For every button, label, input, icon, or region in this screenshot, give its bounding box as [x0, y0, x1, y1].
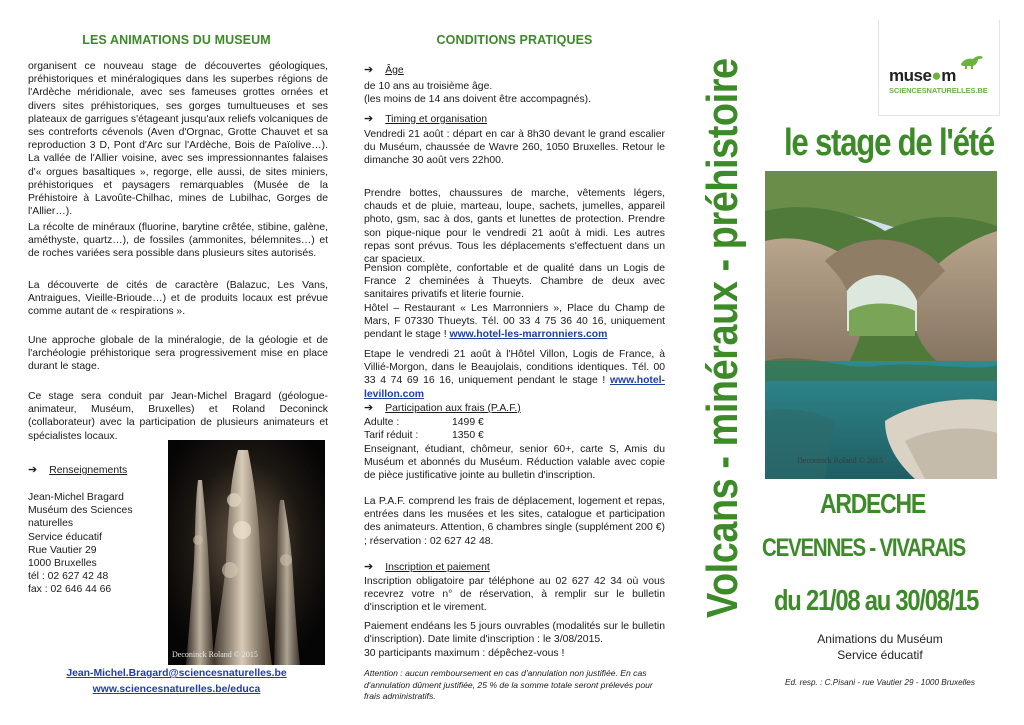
- logo-dot: ●: [931, 66, 942, 85]
- inscription-label: Inscription et paiement: [385, 562, 490, 573]
- payment-text: Paiement endéans les 5 jours ouvrables (modalités sur le bulletin d'inscription). Date limite d'inscription : le 3/08/2015.: [364, 621, 665, 646]
- vertical-title-band: [693, 0, 753, 725]
- landscape-illustration: [765, 171, 997, 479]
- cave-photo: [168, 440, 325, 665]
- landscape-photo-credit: Deconinck Roland © 2015: [797, 456, 883, 465]
- pension-text: Pension complète, confortable et de qualité dans un Logis de France 2 cheminées à Thueyts. Chambre de deux avec sanitaires privatifs et literie fournie.: [364, 263, 665, 301]
- service-line: Service éducatif: [837, 648, 923, 662]
- contact-line: Jean-Michel Bragard: [28, 492, 124, 503]
- inscription-line: [364, 561, 490, 574]
- age-line: [364, 64, 404, 77]
- email-link[interactable]: Jean-Michel.Bragard@sciencesnaturelles.be: [66, 668, 287, 679]
- renseignements-line: [28, 464, 127, 477]
- editor-responsible: Ed. resp. : C.Pisani - rue Vautier 29 - 1000 Bruxelles: [785, 678, 975, 687]
- contact-block: [28, 491, 168, 597]
- intro-paragraph: organisent ce nouveau stage de découvertes géologiques, préhistoriques et minéralogiques dans les superbes régions de l'Ardèche méridionale, avec ses fameuses grottes ornées et divers sites préhistoriques, ses gorges tumultueuses et ses plateaux de garrigues s'étageant jusqu'aux reliefs volcaniques de ses contreforts cévenols (Aven d'Orgnac, Grotte Chauvet et sa reproduction 3 D, Pont d'Arc sur l'Ardèche, Bois de Païolive…). La vallée de l'Allier voisine, avec ses impressionnantes falaises d'« orgues basaltiques », regorge, elle aussi, de sites miniers, préhistoriques et paysagers remarquables (Musée de la Préhistoire à Lavoûte-Chilhac, mines de Lubilhac, Gorges de l'Allier…).: [28, 61, 328, 218]
- cities-paragraph: La découverte de cités de caractère (Balazuc, Les Vans, Antraigues, Vieille-Brioude…) et de produits locaux est prévue comme autant de « respirations ».: [28, 280, 328, 318]
- organizer-line: Animations du Muséum: [817, 632, 943, 646]
- age-text: (les moins de 14 ans doivent être accompagnés).: [364, 94, 591, 105]
- stage-title: le stage de l'été: [784, 122, 994, 164]
- approach-paragraph: Une approche globale de la minéralogie, de la géologie et de l'archéologie préhistorique sera progressivement mise en place durant le stage.: [28, 335, 328, 373]
- age-label: Âge: [385, 65, 404, 76]
- contact-line: fax : 02 646 44 66: [28, 584, 112, 596]
- hotel1-description: Hôtel – Restaurant « Les Marronniers », Place du Champ de Mars, F 07330 Thueyts. Tél. 00 33 4 75 36 40 16, uniquement pendant le stage !: [364, 303, 665, 341]
- adult-label: Adulte :: [364, 417, 400, 428]
- contact-line: Service éducatif: [28, 531, 102, 543]
- contact-line: 1000 Bruxelles: [28, 558, 97, 570]
- attention-note: Attention : aucun remboursement en cas d'annulation non justifiée. En cas d'annulation dûment justifiée, 25 % de la somme totale seront prélevés pour frais administratifs.: [364, 668, 653, 701]
- renseignements-label: Renseignements: [49, 465, 128, 476]
- website-link[interactable]: www.sciencesnaturelles.be/educa: [92, 684, 261, 695]
- reduced-text: Enseignant, étudiant, chômeur, senior 60+, carte S, Amis du Muséum et abonnés du Muséum. Réduction valable avec copie de pièce justificative jointe au bulletin d'inscription.: [364, 444, 665, 482]
- contact-line: Rue Vautier 29: [28, 544, 97, 556]
- arrow-right-icon: ➔: [364, 64, 374, 76]
- dinosaur-logo-icon: [959, 54, 985, 70]
- bring-text: Prendre bottes, chaussures de marche, vêtements légers, chauds et de pluie, marteau, loupe, sachets, jumelles, appareil photo, gsm, sac à dos, gants et lunettes de protection. Prendre son pique-nique pour le vendredi 21 août à midi. Les autres repas sont prévus. Tous les déplacements s'effectuent dans un car spacieux.: [364, 188, 665, 266]
- cave-photo-credit: Deconinck Roland © 2015: [172, 650, 258, 659]
- logo-word-b: m: [941, 66, 956, 85]
- vertical-title: Volcans - minéraux - préhistoire: [698, 58, 747, 618]
- hotel2-description: Etape le vendredi 21 août à l'Hôtel Villon, Logis de France, à Villié-Morgon, dans le Beaujolais, conditions identiques. Tél. 00 33 4 74 69 16 16, uniquement pendant le stage !: [364, 349, 665, 387]
- logo-subtitle: SCIENCESNATURELLES.BE: [889, 86, 988, 95]
- hotel2-link[interactable]: www.hotel-levillon.com: [364, 375, 665, 400]
- cave-illustration: [168, 440, 325, 665]
- logo-wordmark: [889, 66, 956, 86]
- conditions-heading: CONDITIONS PRATIQUES: [436, 33, 593, 47]
- arrow-right-icon: ➔: [364, 561, 374, 573]
- adult-price: 1499 €: [452, 417, 484, 428]
- paf-label: Participation aux frais (P.A.F.): [385, 403, 521, 414]
- timing-label: Timing et organisation: [385, 114, 488, 125]
- contact-line: tél : 02 627 42 48: [28, 571, 109, 583]
- timing-text: Vendredi 21 août : départ en car à 8h30 devant le grand escalier du Muséum, chaussée de Wavre 260, 1050 Bruxelles. Retour le dimanche 30 août vers 22h00.: [364, 129, 665, 167]
- museum-logo: [878, 20, 1000, 116]
- region-cevennes: CEVENNES - VIVARAIS: [762, 534, 965, 562]
- leaders-paragraph: Ce stage sera conduit par Jean-Michel Bragard (géologue-animateur, Muséum, Bruxelles) et Roland Deconinck (collaborateur) avec la participation de plusieurs animateurs et spécialistes locaux.: [28, 391, 328, 442]
- inscription-text: Inscription obligatoire par téléphone au 02 627 42 34 où vous recevrez votre n° de réservation, à remplir sur le bulletin d'inscription et le virement.: [364, 576, 665, 614]
- logo-word-a: muse: [889, 66, 932, 85]
- minerals-paragraph: La récolte de minéraux (fluorine, barytine crêtée, stibine, galène, améthyste, quartz…), de fossiles (ammonites, bélemnites…) et de roches variées sera possible dans plusieurs sites autorisés.: [28, 222, 328, 260]
- reduced-price-row: [364, 429, 564, 442]
- arrow-right-icon: ➔: [364, 113, 374, 125]
- adult-price-row: [364, 416, 564, 429]
- age-text: de 10 ans au troisième âge.: [364, 81, 493, 92]
- timing-line: [364, 113, 487, 126]
- paf-line: [364, 402, 521, 415]
- stage-dates: du 21/08 au 30/08/15: [774, 585, 979, 617]
- arrow-right-icon: ➔: [28, 464, 38, 476]
- paf-text: La P.A.F. comprend les frais de déplacement, logement et repas, entrées dans les musées et les sites, catalogue et participation des animateurs. Attention, 6 chambres single (supplément 200 €) ; réservation : 02 627 42 48.: [364, 496, 665, 547]
- pont-darc-photo: [765, 171, 997, 479]
- contact-line: Muséum des Sciences naturelles: [28, 505, 133, 530]
- hotel1-text: [364, 302, 665, 342]
- animations-heading: LES ANIMATIONS DU MUSEUM: [82, 33, 271, 47]
- arrow-right-icon: ➔: [364, 402, 374, 414]
- reduced-price: 1350 €: [452, 430, 484, 441]
- region-ardeche: ARDECHE: [820, 488, 925, 519]
- hotel1-link[interactable]: www.hotel-les-marronniers.com: [449, 329, 608, 341]
- hotel2-text: [364, 348, 665, 401]
- participants-text: 30 participants maximum : dépêchez-vous !: [364, 648, 565, 659]
- reduced-label: Tarif réduit :: [364, 430, 419, 441]
